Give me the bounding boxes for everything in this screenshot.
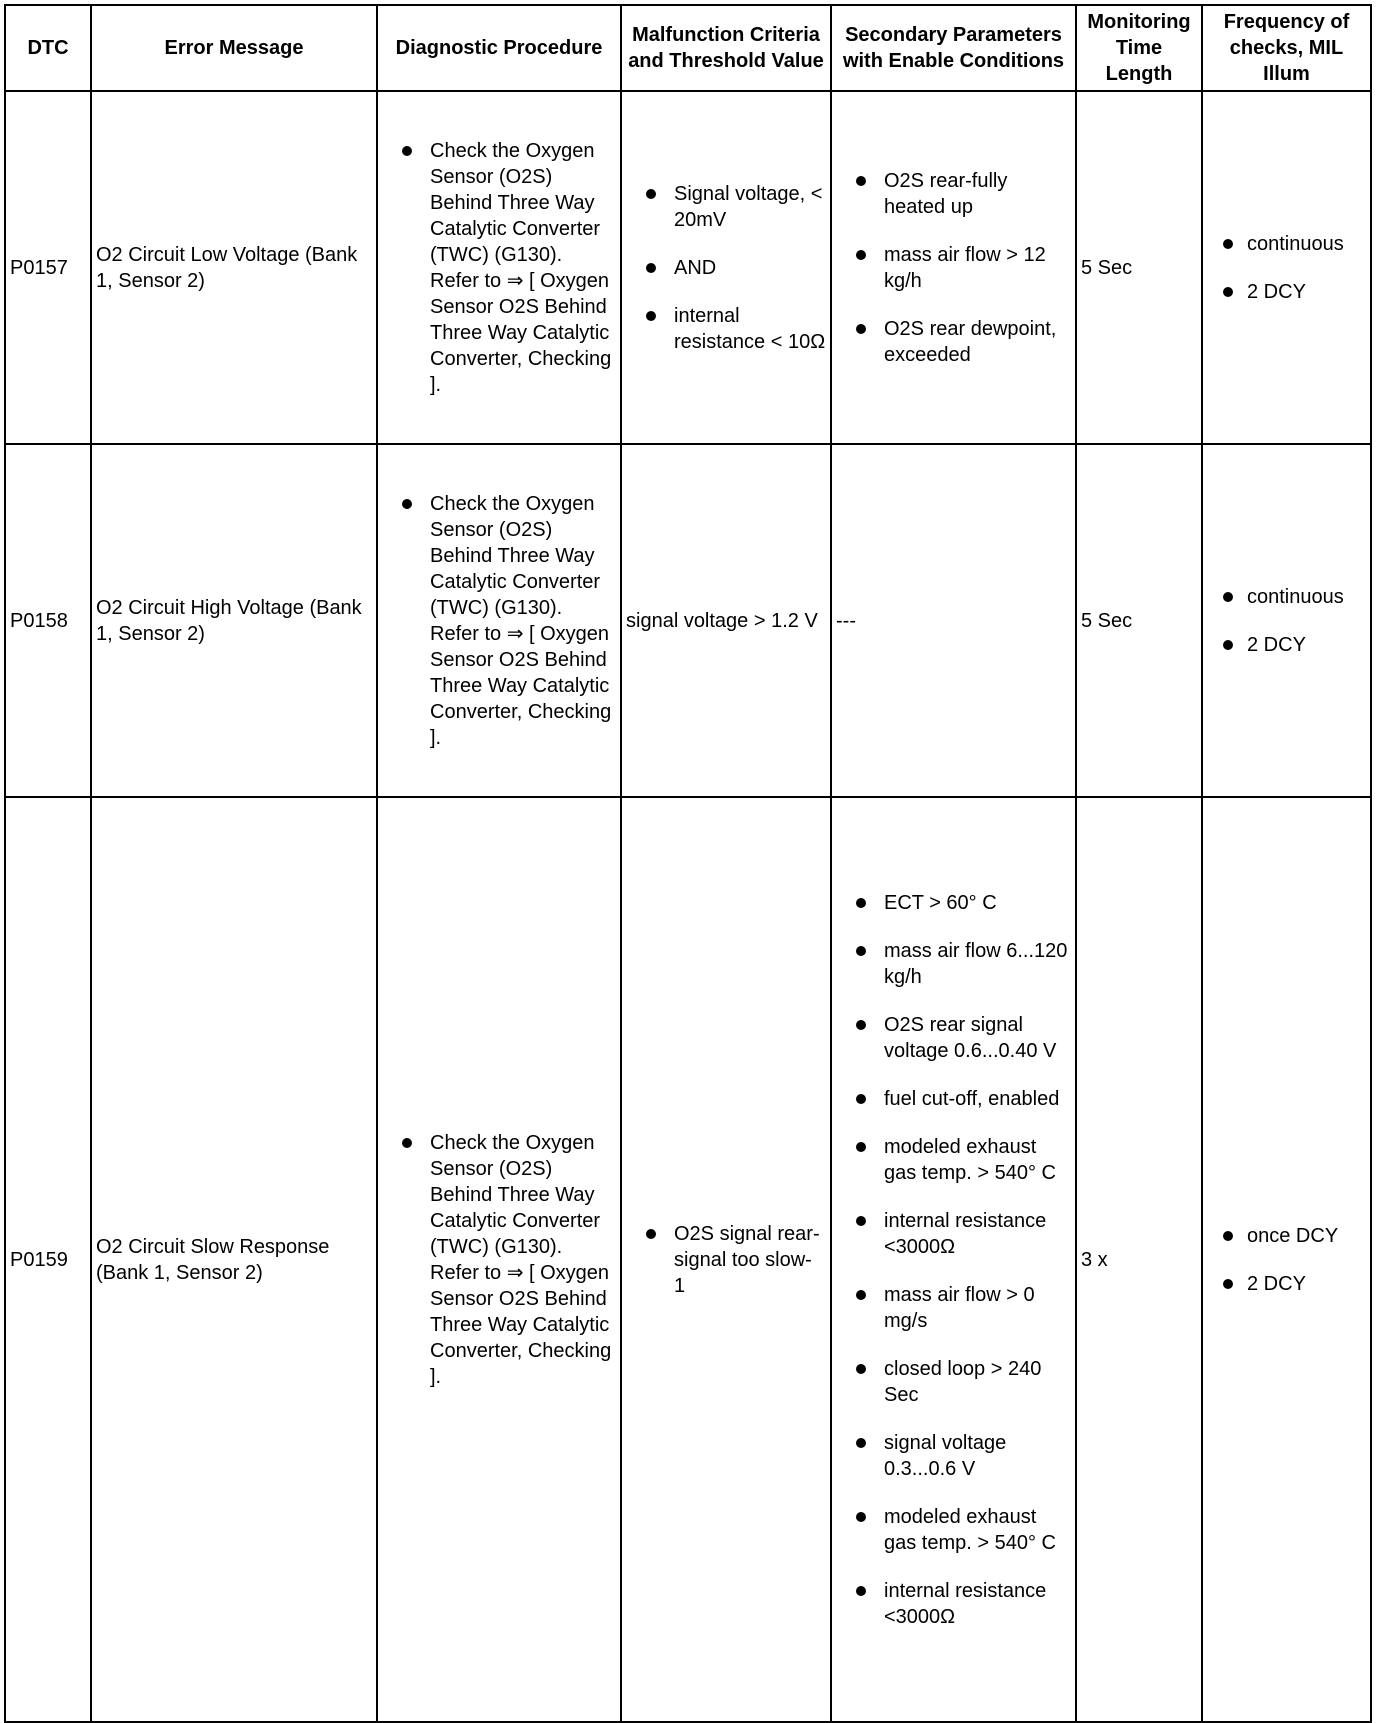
monitoring-time: 5 Sec <box>1076 444 1202 797</box>
criteria-item: AND <box>644 255 826 281</box>
frequency-item: continuous <box>1221 231 1366 257</box>
frequency-item: once DCY <box>1221 1223 1366 1249</box>
error-message: O2 Circuit Slow Response (Bank 1, Sensor 2) <box>91 797 377 1722</box>
secondary-item: internal resistance <3000Ω <box>854 1578 1071 1630</box>
secondary-parameters: --- <box>831 444 1076 797</box>
secondary-item: signal voltage 0.3...0.6 V <box>854 1430 1071 1482</box>
frequency-item: 2 DCY <box>1221 279 1366 305</box>
malfunction-criteria: signal voltage > 1.2 V <box>621 444 831 797</box>
secondary-item: O2S rear-fully heated up <box>854 168 1071 220</box>
secondary-item: ECT > 60° C <box>854 890 1071 916</box>
header-secondary-parameters: Secondary Parameters with Enable Conditions <box>831 5 1076 91</box>
table-row <box>5 797 1371 1722</box>
monitoring-time: 5 Sec <box>1076 91 1202 444</box>
secondary-item: modeled exhaust gas temp. > 540° C <box>854 1134 1071 1186</box>
table-row <box>5 444 1371 797</box>
diagnostic-procedure <box>377 797 621 1722</box>
monitoring-time: 3 x <box>1076 797 1202 1722</box>
criteria-item: Signal voltage, < 20mV <box>644 181 826 233</box>
header-error-message: Error Message <box>91 5 377 91</box>
malfunction-criteria <box>621 91 831 444</box>
secondary-item: mass air flow > 0 mg/s <box>854 1282 1071 1334</box>
secondary-parameters <box>831 91 1076 444</box>
header-malfunction-criteria: Malfunction Criteria and Threshold Value <box>621 5 831 91</box>
frequency <box>1202 444 1371 797</box>
frequency-item: 2 DCY <box>1221 1271 1366 1297</box>
table-header-row <box>5 5 1371 91</box>
header-frequency: Frequency of checks, MIL Illum <box>1202 5 1371 91</box>
secondary-item: mass air flow 6...120 kg/h <box>854 938 1071 990</box>
procedure-item: Check the Oxygen Sensor (O2S) Behind Three Way Catalytic Converter (TWC) (G130). Refer to ⇒ [ Oxygen Sensor O2S Behind Three Way Catalytic Converter, Checking ]. <box>400 1130 616 1390</box>
dtc-table <box>4 4 1372 1723</box>
secondary-item: fuel cut-off, enabled <box>854 1086 1071 1112</box>
header-diagnostic-procedure: Diagnostic Procedure <box>377 5 621 91</box>
header-dtc: DTC <box>5 5 91 91</box>
header-monitoring-time: Monitoring Time Length <box>1076 5 1202 91</box>
frequency-item: 2 DCY <box>1221 632 1366 658</box>
secondary-item: mass air flow > 12 kg/h <box>854 242 1071 294</box>
dtc-code: P0157 <box>5 91 91 444</box>
dtc-code: P0158 <box>5 444 91 797</box>
frequency <box>1202 797 1371 1722</box>
frequency-item: continuous <box>1221 584 1366 610</box>
error-message: O2 Circuit High Voltage (Bank 1, Sensor 2) <box>91 444 377 797</box>
diagnostic-procedure <box>377 91 621 444</box>
procedure-item: Check the Oxygen Sensor (O2S) Behind Three Way Catalytic Converter (TWC) (G130). Refer to ⇒ [ Oxygen Sensor O2S Behind Three Way Catalytic Converter, Checking ]. <box>400 138 616 398</box>
secondary-parameters <box>831 797 1076 1722</box>
frequency <box>1202 91 1371 444</box>
error-message: O2 Circuit Low Voltage (Bank 1, Sensor 2) <box>91 91 377 444</box>
procedure-item: Check the Oxygen Sensor (O2S) Behind Three Way Catalytic Converter (TWC) (G130). Refer to ⇒ [ Oxygen Sensor O2S Behind Three Way Catalytic Converter, Checking ]. <box>400 491 616 751</box>
malfunction-criteria <box>621 797 831 1722</box>
dtc-code: P0159 <box>5 797 91 1722</box>
criteria-item: internal resistance < 10Ω <box>644 303 826 355</box>
diagnostic-procedure <box>377 444 621 797</box>
secondary-item: O2S rear dewpoint, exceeded <box>854 316 1071 368</box>
criteria-item: O2S signal rear- signal too slow- 1 <box>644 1221 826 1299</box>
table-row <box>5 91 1371 444</box>
secondary-item: internal resistance <3000Ω <box>854 1208 1071 1260</box>
secondary-item: modeled exhaust gas temp. > 540° C <box>854 1504 1071 1556</box>
secondary-item: O2S rear signal voltage 0.6...0.40 V <box>854 1012 1071 1064</box>
secondary-item: closed loop > 240 Sec <box>854 1356 1071 1408</box>
